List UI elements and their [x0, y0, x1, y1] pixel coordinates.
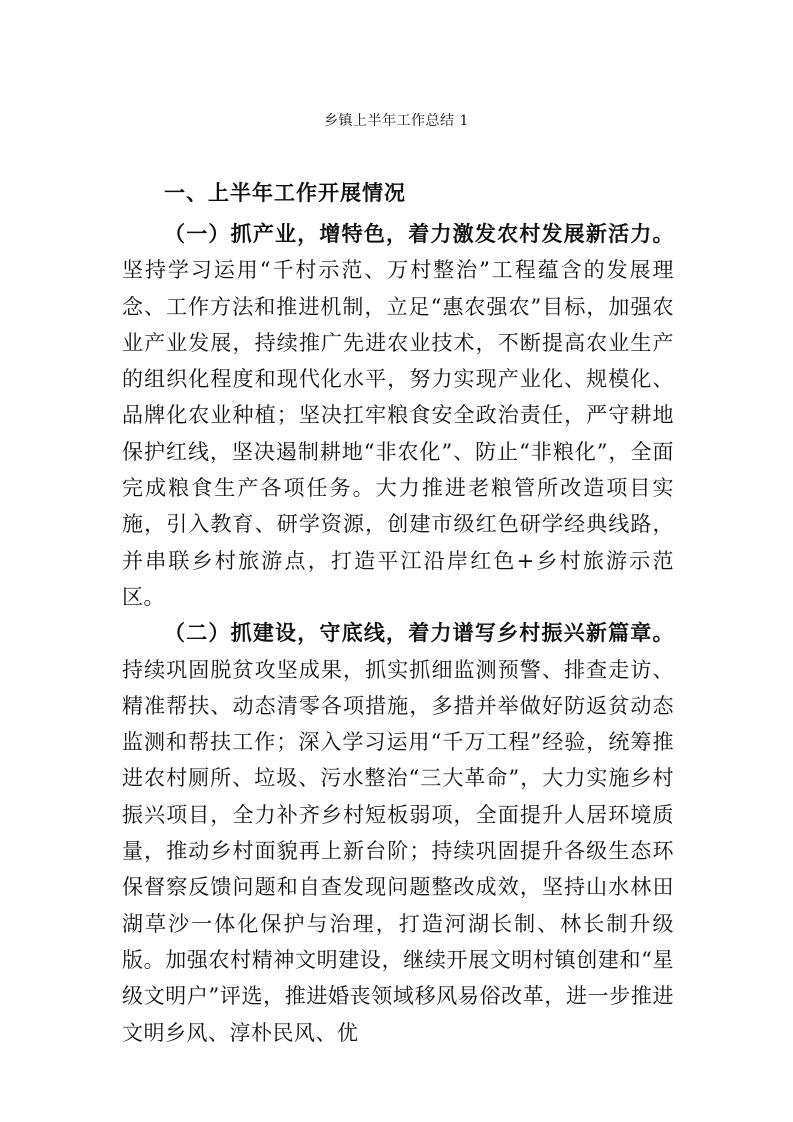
document-title: 乡镇上半年工作总结 1: [324, 113, 469, 129]
paragraph-1-text: 坚持学习运用“千村示范、万村整治”工程蕴含的发展理念、工作方法和推进机制，立足“惠农强农”目标，加强农业产业发展，持续推广先进农业技术，不断提高农业生产的组织化程度和现代化水平，努力实现产业化、规模化、品牌化农业种植；坚决扛牢粮食安全政治责任，严守耕地保护红线，坚决遏制耕地“非农化”、防止“非粮化”，全面完成粮食生产各项任务。大力推进老粮管所改造项目实施，引入教育、研学资源，创建市级红色研学经典线路，并串联乡村旅游点，打造平江沿岸红色+乡村旅游示范区。: [122, 258, 674, 609]
document-body: [122, 216, 674, 1051]
paragraph-1: [122, 216, 674, 615]
paragraph-2: [122, 615, 674, 1051]
paragraph-2-lead: （二）抓建设，守底线，着力谱写乡村振兴新篇章。: [164, 620, 674, 646]
section-heading: 一、上半年工作开展情况: [164, 181, 406, 205]
paragraph-2-text: 持续巩固脱贫攻坚成果，抓实抓细监测预警、排查走访、精准帮扶、动态清零各项措施，多措并举做好防返贫动态监测和帮扶工作；深入学习运用“千万工程”经验，统筹推进农村厕所、垃圾、污水整治“三大革命”，大力实施乡村振兴项目，全力补齐乡村短板弱项，全面提升人居环境质量，推动乡村面貌再上新台阶；持续巩固提升各级生态环保督察反馈问题和自查发现问题整改成效，坚持山水林田湖草沙一体化保护与治理，打造河湖长制、林长制升级版。加强农村精神文明建设，继续开展文明村镇创建和“星级文明户”评选，推进婚丧领域移风易俗改革，进一步推进文明乡风、淳朴民风、优: [122, 657, 674, 1045]
paragraph-1-lead: （一）抓产业，增特色，着力激发农村发展新活力。: [164, 221, 674, 246]
